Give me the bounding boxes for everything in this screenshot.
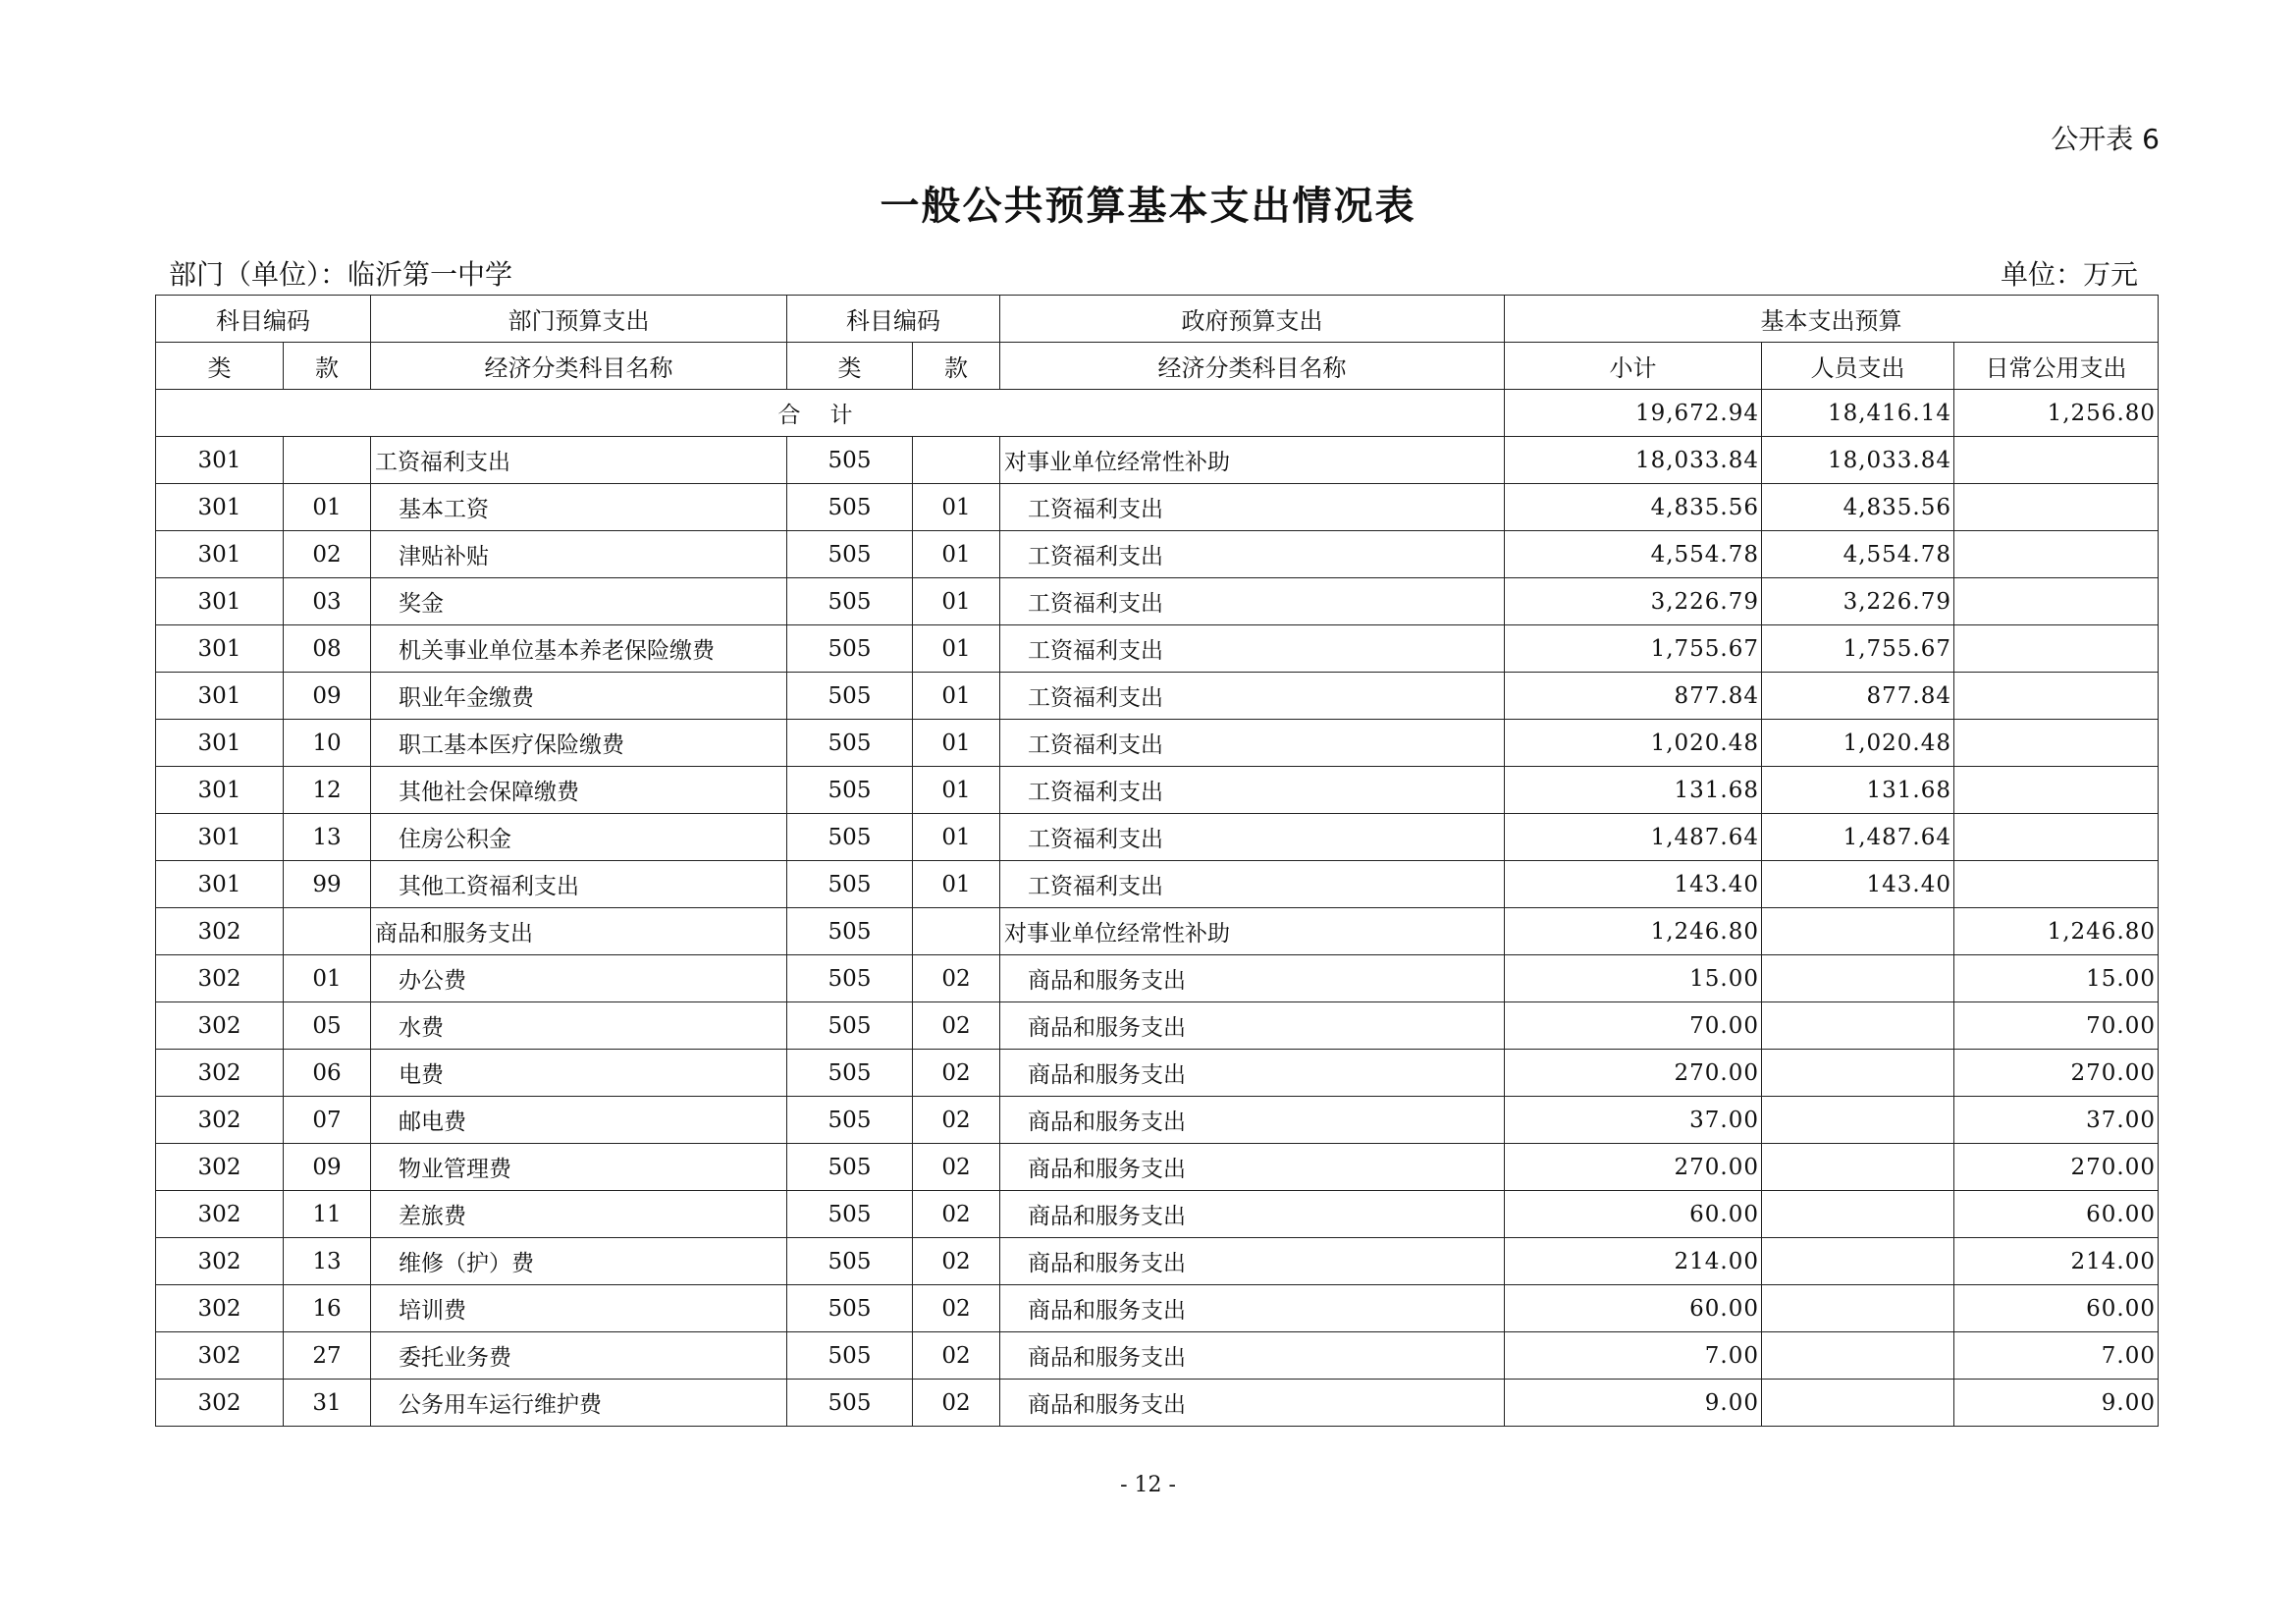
dept-lei-cell: 301 (156, 484, 284, 531)
dept-kuan-cell: 09 (284, 1144, 371, 1191)
dept-kuan-cell: 01 (284, 955, 371, 1002)
gov-lei-cell: 505 (787, 861, 913, 908)
gov-subject-code-header: 科目编码 (787, 296, 1000, 343)
gov-kuan-cell: 01 (913, 720, 1000, 767)
subtotal-cell: 1,020.48 (1505, 720, 1762, 767)
table-row (156, 861, 2159, 908)
dept-subject-code-header: 科目编码 (156, 296, 371, 343)
dept-lei-cell: 302 (156, 1144, 284, 1191)
personnel-cell (1762, 908, 1954, 955)
gov-kuan-cell: 02 (913, 1238, 1000, 1285)
public-cell (1954, 720, 2159, 767)
personnel-cell: 4,554.78 (1762, 531, 1954, 578)
table-row (156, 955, 2159, 1002)
dept-kuan-cell (284, 908, 371, 955)
gov-name-cell: 工资福利支出 (1000, 861, 1505, 908)
dept-kuan-cell: 27 (284, 1332, 371, 1380)
department-label: 部门（单位）：临沂第一中学 (169, 258, 513, 291)
gov-name-cell: 商品和服务支出 (1000, 1238, 1505, 1285)
gov-name-cell: 工资福利支出 (1000, 578, 1505, 625)
dept-kuan-cell: 11 (284, 1191, 371, 1238)
dept-name-cell: 公务用车运行维护费 (371, 1380, 787, 1427)
dept-name-cell: 基本工资 (371, 484, 787, 531)
gov-name-cell: 工资福利支出 (1000, 673, 1505, 720)
dept-lei-cell: 301 (156, 861, 284, 908)
subtotal-cell: 214.00 (1505, 1238, 1762, 1285)
gov-name-cell: 商品和服务支出 (1000, 1002, 1505, 1050)
personnel-cell (1762, 1332, 1954, 1380)
public-cell: 60.00 (1954, 1285, 2159, 1332)
public-header: 日常公用支出 (1954, 343, 2159, 390)
personnel-cell (1762, 1238, 1954, 1285)
subtotal-cell: 143.40 (1505, 861, 1762, 908)
dept-lei-cell: 301 (156, 578, 284, 625)
page-number: - 12 - (1120, 1473, 1176, 1497)
basic-budget-header: 基本支出预算 (1505, 296, 2159, 343)
dept-kuan-cell: 01 (284, 484, 371, 531)
gov-kuan-cell: 01 (913, 673, 1000, 720)
dept-name-cell: 委托业务费 (371, 1332, 787, 1380)
personnel-cell: 131.68 (1762, 767, 1954, 814)
personnel-cell (1762, 1050, 1954, 1097)
dept-name-cell: 职工基本医疗保险缴费 (371, 720, 787, 767)
subtotal-cell: 15.00 (1505, 955, 1762, 1002)
table-tag: 公开表 6 (2051, 123, 2160, 155)
gov-name-cell: 商品和服务支出 (1000, 1144, 1505, 1191)
subtotal-cell: 270.00 (1505, 1050, 1762, 1097)
table-row (156, 1380, 2159, 1427)
gov-lei-cell: 505 (787, 1380, 913, 1427)
subtotal-cell: 37.00 (1505, 1097, 1762, 1144)
gov-lei-cell: 505 (787, 767, 913, 814)
personnel-cell: 877.84 (1762, 673, 1954, 720)
dept-kuan-cell: 12 (284, 767, 371, 814)
gov-kuan-cell: 02 (913, 955, 1000, 1002)
dept-kuan-cell: 02 (284, 531, 371, 578)
table-row (156, 1002, 2159, 1050)
subtotal-cell: 3,226.79 (1505, 578, 1762, 625)
dept-lei-cell: 301 (156, 437, 284, 484)
table-row (156, 673, 2159, 720)
subtotal-cell: 9.00 (1505, 1380, 1762, 1427)
dept-kuan-cell: 05 (284, 1002, 371, 1050)
gov-lei-cell: 505 (787, 1002, 913, 1050)
dept-lei-header: 类 (156, 343, 284, 390)
public-cell: 1,246.80 (1954, 908, 2159, 955)
gov-name-cell: 商品和服务支出 (1000, 1332, 1505, 1380)
gov-name-cell: 工资福利支出 (1000, 767, 1505, 814)
header-row-2 (156, 343, 2159, 390)
public-cell: 9.00 (1954, 1380, 2159, 1427)
table-row (156, 1144, 2159, 1191)
gov-lei-cell: 505 (787, 720, 913, 767)
public-cell: 70.00 (1954, 1002, 2159, 1050)
total-label: 合计 (156, 390, 1505, 437)
gov-name-cell: 对事业单位经常性补助 (1000, 908, 1505, 955)
dept-lei-cell: 302 (156, 1380, 284, 1427)
gov-kuan-header: 款 (913, 343, 1000, 390)
gov-lei-cell: 505 (787, 814, 913, 861)
table-row (156, 484, 2159, 531)
subtotal-header: 小计 (1505, 343, 1762, 390)
dept-kuan-cell: 31 (284, 1380, 371, 1427)
public-cell: 37.00 (1954, 1097, 2159, 1144)
table-row (156, 578, 2159, 625)
total-row (156, 390, 2159, 437)
dept-name-cell: 津贴补贴 (371, 531, 787, 578)
subtotal-cell: 70.00 (1505, 1002, 1762, 1050)
budget-table (155, 295, 2159, 1427)
public-cell (1954, 531, 2159, 578)
gov-kuan-cell: 02 (913, 1144, 1000, 1191)
personnel-cell: 3,226.79 (1762, 578, 1954, 625)
dept-lei-cell: 302 (156, 1238, 284, 1285)
gov-lei-cell: 505 (787, 673, 913, 720)
gov-kuan-cell: 02 (913, 1380, 1000, 1427)
personnel-cell: 1,755.67 (1762, 625, 1954, 673)
dept-name-cell: 办公费 (371, 955, 787, 1002)
dept-budget-header: 部门预算支出 (371, 296, 787, 343)
personnel-header: 人员支出 (1762, 343, 1954, 390)
dept-lei-cell: 302 (156, 1285, 284, 1332)
personnel-cell (1762, 1097, 1954, 1144)
gov-kuan-cell: 02 (913, 1332, 1000, 1380)
dept-name-cell: 机关事业单位基本养老保险缴费 (371, 625, 787, 673)
public-cell (1954, 767, 2159, 814)
table-row (156, 1285, 2159, 1332)
subtotal-cell: 1,246.80 (1505, 908, 1762, 955)
dept-lei-cell: 302 (156, 955, 284, 1002)
gov-kuan-cell: 02 (913, 1050, 1000, 1097)
gov-kuan-cell: 01 (913, 814, 1000, 861)
dept-kuan-cell (284, 437, 371, 484)
dept-name-cell: 差旅费 (371, 1191, 787, 1238)
public-cell (1954, 578, 2159, 625)
personnel-cell: 18,033.84 (1762, 437, 1954, 484)
gov-lei-cell: 505 (787, 908, 913, 955)
unit-label: 单位：万元 (2000, 258, 2138, 291)
dept-name-cell: 维修（护）费 (371, 1238, 787, 1285)
dept-lei-cell: 302 (156, 908, 284, 955)
dept-name-cell: 住房公积金 (371, 814, 787, 861)
gov-kuan-cell: 02 (913, 1002, 1000, 1050)
gov-econ-name-header: 经济分类科目名称 (1000, 343, 1505, 390)
table-row (156, 531, 2159, 578)
gov-kuan-cell (913, 908, 1000, 955)
gov-name-cell: 商品和服务支出 (1000, 1191, 1505, 1238)
gov-lei-cell: 505 (787, 437, 913, 484)
gov-budget-header: 政府预算支出 (1000, 296, 1505, 343)
dept-kuan-cell: 13 (284, 1238, 371, 1285)
gov-lei-cell: 505 (787, 1332, 913, 1380)
gov-name-cell: 商品和服务支出 (1000, 1050, 1505, 1097)
dept-kuan-cell: 07 (284, 1097, 371, 1144)
header-row-1 (156, 296, 2159, 343)
gov-kuan-cell: 02 (913, 1285, 1000, 1332)
dept-lei-cell: 301 (156, 673, 284, 720)
dept-lei-cell: 301 (156, 720, 284, 767)
public-cell: 7.00 (1954, 1332, 2159, 1380)
dept-lei-cell: 302 (156, 1097, 284, 1144)
dept-kuan-cell: 13 (284, 814, 371, 861)
gov-lei-cell: 505 (787, 1191, 913, 1238)
gov-lei-cell: 505 (787, 955, 913, 1002)
total-subtotal: 19,672.94 (1505, 390, 1762, 437)
gov-lei-cell: 505 (787, 1144, 913, 1191)
gov-kuan-cell: 01 (913, 767, 1000, 814)
subtotal-cell: 270.00 (1505, 1144, 1762, 1191)
gov-name-cell: 商品和服务支出 (1000, 1097, 1505, 1144)
gov-name-cell: 工资福利支出 (1000, 484, 1505, 531)
public-cell: 15.00 (1954, 955, 2159, 1002)
dept-lei-cell: 302 (156, 1332, 284, 1380)
public-cell (1954, 437, 2159, 484)
dept-lei-cell: 301 (156, 625, 284, 673)
gov-lei-cell: 505 (787, 531, 913, 578)
gov-kuan-cell: 01 (913, 861, 1000, 908)
dept-lei-cell: 301 (156, 767, 284, 814)
dept-kuan-cell: 99 (284, 861, 371, 908)
personnel-cell (1762, 955, 1954, 1002)
gov-lei-header: 类 (787, 343, 913, 390)
personnel-cell (1762, 1002, 1954, 1050)
dept-kuan-cell: 08 (284, 625, 371, 673)
gov-name-cell: 工资福利支出 (1000, 814, 1505, 861)
dept-name-cell: 商品和服务支出 (371, 908, 787, 955)
table-row (156, 1097, 2159, 1144)
personnel-cell: 143.40 (1762, 861, 1954, 908)
dept-name-cell: 职业年金缴费 (371, 673, 787, 720)
page-title: 一般公共预算基本支出情况表 (880, 184, 1416, 229)
subtotal-cell: 60.00 (1505, 1191, 1762, 1238)
dept-name-cell: 邮电费 (371, 1097, 787, 1144)
dept-kuan-header: 款 (284, 343, 371, 390)
dept-lei-cell: 301 (156, 531, 284, 578)
public-cell: 270.00 (1954, 1144, 2159, 1191)
dept-kuan-cell: 06 (284, 1050, 371, 1097)
gov-name-cell: 商品和服务支出 (1000, 1285, 1505, 1332)
personnel-cell (1762, 1191, 1954, 1238)
dept-name-cell: 物业管理费 (371, 1144, 787, 1191)
gov-kuan-cell: 02 (913, 1097, 1000, 1144)
gov-name-cell: 商品和服务支出 (1000, 1380, 1505, 1427)
public-cell: 214.00 (1954, 1238, 2159, 1285)
dept-name-cell: 工资福利支出 (371, 437, 787, 484)
total-public: 1,256.80 (1954, 390, 2159, 437)
public-cell (1954, 673, 2159, 720)
dept-name-cell: 培训费 (371, 1285, 787, 1332)
dept-kuan-cell: 09 (284, 673, 371, 720)
public-cell (1954, 861, 2159, 908)
dept-name-cell: 奖金 (371, 578, 787, 625)
subtotal-cell: 131.68 (1505, 767, 1762, 814)
table-row (156, 767, 2159, 814)
personnel-cell: 1,487.64 (1762, 814, 1954, 861)
gov-lei-cell: 505 (787, 1050, 913, 1097)
subtotal-cell: 7.00 (1505, 1332, 1762, 1380)
gov-lei-cell: 505 (787, 578, 913, 625)
gov-lei-cell: 505 (787, 484, 913, 531)
gov-lei-cell: 505 (787, 1238, 913, 1285)
dept-name-cell: 其他社会保障缴费 (371, 767, 787, 814)
subtotal-cell: 60.00 (1505, 1285, 1762, 1332)
dept-name-cell: 电费 (371, 1050, 787, 1097)
public-cell (1954, 814, 2159, 861)
public-cell: 60.00 (1954, 1191, 2159, 1238)
table-row (156, 1191, 2159, 1238)
gov-name-cell: 对事业单位经常性补助 (1000, 437, 1505, 484)
dept-kuan-cell: 16 (284, 1285, 371, 1332)
personnel-cell (1762, 1380, 1954, 1427)
table-row (156, 814, 2159, 861)
gov-kuan-cell: 02 (913, 1191, 1000, 1238)
gov-kuan-cell (913, 437, 1000, 484)
public-cell: 270.00 (1954, 1050, 2159, 1097)
gov-lei-cell: 505 (787, 1097, 913, 1144)
table-row (156, 1050, 2159, 1097)
gov-kuan-cell: 01 (913, 625, 1000, 673)
dept-name-cell: 水费 (371, 1002, 787, 1050)
dept-name-cell: 其他工资福利支出 (371, 861, 787, 908)
public-cell (1954, 484, 2159, 531)
subtotal-cell: 1,487.64 (1505, 814, 1762, 861)
table-row (156, 437, 2159, 484)
gov-name-cell: 商品和服务支出 (1000, 955, 1505, 1002)
subtotal-cell: 18,033.84 (1505, 437, 1762, 484)
gov-kuan-cell: 01 (913, 578, 1000, 625)
dept-lei-cell: 302 (156, 1002, 284, 1050)
gov-name-cell: 工资福利支出 (1000, 720, 1505, 767)
personnel-cell (1762, 1285, 1954, 1332)
table-row (156, 1238, 2159, 1285)
personnel-cell: 4,835.56 (1762, 484, 1954, 531)
subtotal-cell: 4,554.78 (1505, 531, 1762, 578)
table-row (156, 720, 2159, 767)
gov-kuan-cell: 01 (913, 484, 1000, 531)
dept-kuan-cell: 10 (284, 720, 371, 767)
personnel-cell: 1,020.48 (1762, 720, 1954, 767)
dept-lei-cell: 302 (156, 1191, 284, 1238)
subtotal-cell: 1,755.67 (1505, 625, 1762, 673)
gov-name-cell: 工资福利支出 (1000, 531, 1505, 578)
table-row (156, 1332, 2159, 1380)
personnel-cell (1762, 1144, 1954, 1191)
dept-econ-name-header: 经济分类科目名称 (371, 343, 787, 390)
gov-lei-cell: 505 (787, 1285, 913, 1332)
dept-kuan-cell: 03 (284, 578, 371, 625)
gov-name-cell: 工资福利支出 (1000, 625, 1505, 673)
gov-lei-cell: 505 (787, 625, 913, 673)
subtotal-cell: 4,835.56 (1505, 484, 1762, 531)
table-row (156, 908, 2159, 955)
public-cell (1954, 625, 2159, 673)
gov-kuan-cell: 01 (913, 531, 1000, 578)
dept-lei-cell: 302 (156, 1050, 284, 1097)
dept-lei-cell: 301 (156, 814, 284, 861)
total-personnel: 18,416.14 (1762, 390, 1954, 437)
subtotal-cell: 877.84 (1505, 673, 1762, 720)
table-row (156, 625, 2159, 673)
